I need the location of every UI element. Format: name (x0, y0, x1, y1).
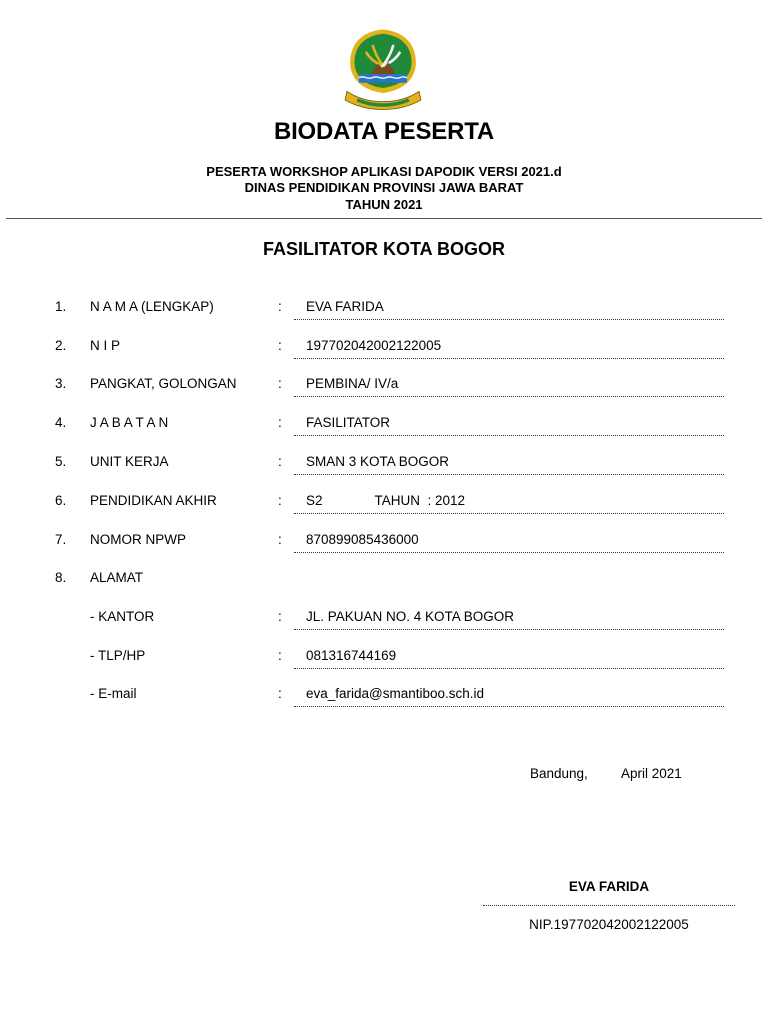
field-label: N I P (90, 338, 121, 353)
field-colon: : (278, 338, 282, 353)
field-row-nip (0, 338, 768, 368)
field-label: N A M A (LENGKAP) (90, 299, 214, 314)
field-colon: : (278, 648, 282, 663)
field-colon: : (278, 415, 282, 430)
field-value (306, 493, 465, 508)
dotted-line (294, 629, 724, 630)
subtitle-workshop: PESERTA WORKSHOP APLIKASI DAPODIK VERSI 2021.d (206, 164, 562, 179)
field-colon: : (278, 686, 282, 701)
field-value: 870899085436000 (306, 532, 419, 547)
document-title: BIODATA PESERTA (273, 118, 495, 145)
section-title: FASILITATOR KOTA BOGOR (263, 239, 505, 259)
signature-dotted-line (483, 905, 735, 906)
dotted-line (294, 319, 724, 320)
dotted-line (294, 435, 724, 436)
field-label: PENDIDIKAN AKHIR (90, 493, 217, 508)
field-row-unit-kerja (0, 454, 768, 484)
field-colon: : (278, 532, 282, 547)
field-row-phone (0, 648, 768, 678)
subtitle-agency: DINAS PENDIDIKAN PROVINSI JAWA BARAT (244, 180, 524, 195)
field-row-alamat (0, 570, 768, 600)
field-value: SMAN 3 KOTA BOGOR (306, 454, 450, 469)
dotted-line (294, 552, 724, 553)
field-label: - KANTOR (90, 609, 155, 624)
field-value: 197702042002122005 (306, 338, 442, 353)
field-row-npwp (0, 532, 768, 562)
field-row-nama (0, 299, 768, 329)
signatory-nip: NIP.197702042002122005 (529, 917, 689, 932)
field-label: PANGKAT, GOLONGAN (90, 376, 237, 391)
field-colon: : (278, 609, 282, 624)
field-value: eva_farida@smantiboo.sch.id (306, 686, 485, 701)
degree-value: S2 (306, 493, 323, 508)
signature-date: April 2021 (621, 766, 682, 781)
dotted-line (294, 668, 724, 669)
field-row-pangkat (0, 376, 768, 406)
field-label: - TLP/HP (90, 648, 146, 663)
dotted-line (294, 513, 724, 514)
field-value: JL. PAKUAN NO. 4 KOTA BOGOR (306, 609, 515, 624)
graduation-year-value: TAHUN : 2012 (374, 493, 466, 508)
field-row-kantor (0, 609, 768, 639)
row-number: 4. (55, 415, 67, 430)
field-value: EVA FARIDA (306, 299, 384, 314)
field-value: 081316744169 (306, 648, 397, 663)
dotted-line (294, 706, 724, 707)
field-label: J A B A T A N (90, 415, 169, 430)
row-number: 8. (55, 570, 67, 585)
row-number: 3. (55, 376, 67, 391)
row-number: 1. (55, 299, 67, 314)
field-row-jabatan (0, 415, 768, 445)
dotted-line (294, 396, 724, 397)
field-colon: : (278, 454, 282, 469)
field-row-pendidikan (0, 493, 768, 523)
field-value: PEMBINA/ IV/a (306, 376, 399, 391)
field-label: NOMOR NPWP (90, 532, 186, 547)
signatory-name: EVA FARIDA (568, 879, 650, 894)
field-colon: : (278, 376, 282, 391)
west-java-emblem-icon (340, 26, 426, 112)
field-colon: : (278, 299, 282, 314)
row-number: 6. (55, 493, 67, 508)
row-number: 5. (55, 454, 67, 469)
dotted-line (294, 474, 724, 475)
field-value: FASILITATOR (306, 415, 391, 430)
header-divider (6, 218, 762, 219)
field-row-email (0, 686, 768, 716)
dotted-line (294, 358, 724, 359)
field-label: UNIT KERJA (90, 454, 169, 469)
signature-place: Bandung, (530, 766, 588, 781)
field-label: ALAMAT (90, 570, 144, 585)
subtitle-year: TAHUN 2021 (345, 197, 423, 212)
field-label: - E-mail (90, 686, 137, 701)
row-number: 7. (55, 532, 67, 547)
field-colon: : (278, 493, 282, 508)
row-number: 2. (55, 338, 67, 353)
